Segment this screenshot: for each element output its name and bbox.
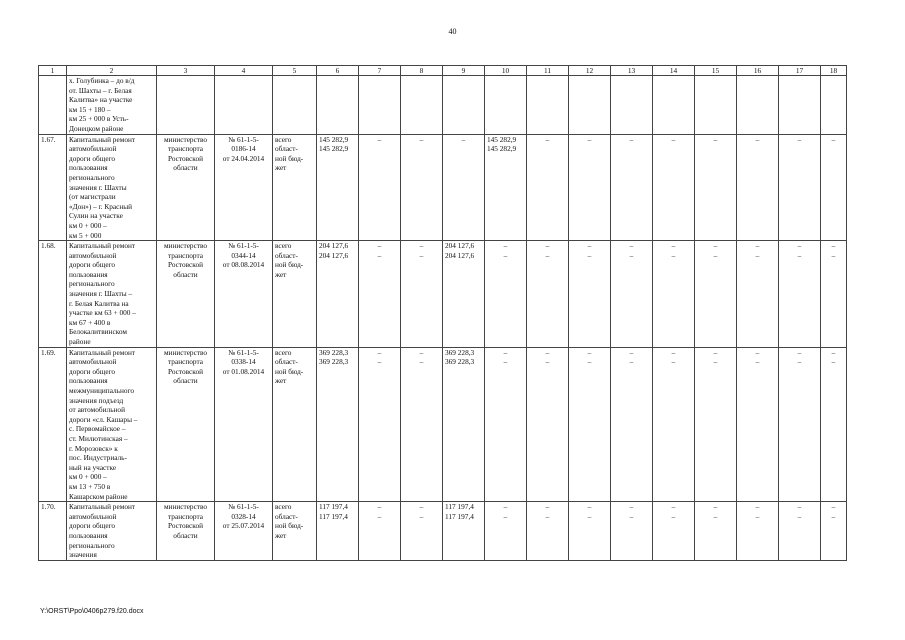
total-value: 204 127,6: [319, 241, 349, 251]
value-cell: [569, 134, 611, 241]
value-cell: [317, 241, 359, 348]
total-value: –: [713, 347, 718, 357]
total-value: –: [831, 347, 836, 357]
total-value: –: [545, 502, 550, 512]
empty-cell: [779, 76, 821, 135]
value-cell: [443, 347, 485, 502]
value-cell: [485, 241, 527, 348]
total-value: –: [671, 502, 676, 512]
total-value: –: [755, 347, 760, 357]
empty-cell: [401, 76, 443, 135]
total-value: –: [671, 134, 676, 144]
budget-value: [697, 144, 734, 154]
value-cell: [569, 347, 611, 502]
budget-value: 204 127,6: [445, 250, 475, 260]
value-cell: [527, 502, 569, 561]
value-cell: [317, 502, 359, 561]
empty-cell: [611, 76, 653, 135]
value-cell: [695, 241, 737, 348]
budget-value: –: [503, 357, 508, 367]
value-cell: [653, 134, 695, 241]
total-value: –: [503, 347, 508, 357]
total-value: 204 127,6: [445, 241, 475, 251]
total-value: –: [419, 241, 424, 251]
budget-value: –: [671, 250, 676, 260]
budget-value: [445, 144, 482, 154]
budget-value: –: [419, 511, 424, 521]
total-value: –: [545, 134, 550, 144]
budget-value: 145 282,9: [487, 144, 517, 154]
value-cell: [485, 347, 527, 502]
budget-value: –: [671, 511, 676, 521]
budget-value: –: [755, 250, 760, 260]
value-cell: [527, 241, 569, 348]
value-cell: [821, 502, 847, 561]
budget-value: –: [629, 357, 634, 367]
budget-value: –: [587, 511, 592, 521]
value-cell: [401, 347, 443, 502]
total-value: –: [587, 241, 592, 251]
budget-value: –: [797, 357, 802, 367]
funding-source-cell: всего област- ной бюд- жет: [273, 347, 317, 502]
total-value: –: [831, 134, 836, 144]
value-cell: [737, 502, 779, 561]
total-value: –: [419, 502, 424, 512]
total-value: 117 197,4: [319, 502, 348, 512]
customer-cell: министерство транспорта Ростовской области: [157, 502, 215, 561]
value-cell: [695, 502, 737, 561]
value-cell: [359, 347, 401, 502]
total-value: –: [629, 134, 634, 144]
budget-value: –: [629, 250, 634, 260]
empty-cell: [157, 76, 215, 135]
file-path-footer: Y:\ORST\Ppo\0406p279.f20.docx: [40, 608, 144, 615]
value-cell: [317, 134, 359, 241]
column-number-cell: 4: [215, 66, 273, 76]
empty-cell: [527, 76, 569, 135]
object-name-cell: х. Голубинка – до в/д от. Шахты – г. Белая Калитва» на участке км 15 + 180 – км 25 + 000 в Усть- Донецком районе: [67, 76, 157, 135]
column-number-cell: 9: [443, 66, 485, 76]
funding-source-cell: всего област- ной бюд- жет: [273, 241, 317, 348]
value-cell: [737, 347, 779, 502]
value-cell: [653, 241, 695, 348]
value-cell: [443, 134, 485, 241]
budget-value: –: [629, 511, 634, 521]
total-value: –: [797, 241, 802, 251]
value-cell: [359, 241, 401, 348]
budget-value: –: [377, 357, 382, 367]
column-number-cell: 16: [737, 66, 779, 76]
total-value: –: [419, 347, 424, 357]
value-cell: [779, 241, 821, 348]
total-value: –: [629, 502, 634, 512]
expertise-cell: № 61-1-5- 0338-14 от 01.08.2014: [215, 347, 273, 502]
total-value: –: [755, 502, 760, 512]
value-cell: [359, 502, 401, 561]
total-value: –: [587, 347, 592, 357]
column-number-cell: 7: [359, 66, 401, 76]
value-cell: [443, 241, 485, 348]
value-cell: [527, 134, 569, 241]
column-number-cell: 3: [157, 66, 215, 76]
table-row: [39, 347, 847, 502]
row-number-cell: [39, 76, 67, 135]
budget-value: –: [377, 250, 382, 260]
value-cell: [821, 347, 847, 502]
value-cell: [611, 134, 653, 241]
total-value: –: [831, 502, 836, 512]
value-cell: [695, 347, 737, 502]
total-value: 369 228,3: [319, 347, 349, 357]
value-cell: [737, 241, 779, 348]
budget-value: –: [831, 250, 836, 260]
value-cell: [779, 502, 821, 561]
funding-source-cell: всего област- ной бюд- жет: [273, 502, 317, 561]
budget-value: –: [713, 511, 718, 521]
total-value: –: [671, 241, 676, 251]
budget-value: –: [755, 511, 760, 521]
value-cell: [779, 347, 821, 502]
row-number-cell: 1.69.: [39, 347, 67, 502]
value-cell: [485, 502, 527, 561]
total-value: –: [587, 502, 592, 512]
budget-value: –: [713, 250, 718, 260]
column-number-cell: 1: [39, 66, 67, 76]
value-cell: [401, 134, 443, 241]
column-number-cell: 18: [821, 66, 847, 76]
budget-value: [781, 144, 818, 154]
empty-cell: [215, 76, 273, 135]
value-cell: [569, 241, 611, 348]
total-value: –: [587, 134, 592, 144]
expertise-cell: № 61-1-5- 0186-14 от 24.04.2014: [215, 134, 273, 241]
row-number-cell: 1.68.: [39, 241, 67, 348]
total-value: –: [713, 241, 718, 251]
total-value: 145 282,9: [319, 134, 349, 144]
budget-value: –: [545, 357, 550, 367]
total-value: –: [629, 347, 634, 357]
total-value: –: [713, 134, 718, 144]
budget-value: –: [797, 511, 802, 521]
budget-value: –: [713, 357, 718, 367]
total-value: 145 282,9: [487, 134, 517, 144]
value-cell: [653, 347, 695, 502]
budget-value: –: [545, 250, 550, 260]
object-name-cell: Капитальный ремонт автомобильной дороги общего пользования регионального значения: [67, 502, 157, 561]
budget-value: 117 197,4: [445, 511, 474, 521]
budget-value: –: [831, 511, 836, 521]
expertise-cell: № 61-1-5- 0344-14 от 08.08.2014: [215, 241, 273, 348]
total-value: –: [461, 134, 466, 144]
column-number-cell: 12: [569, 66, 611, 76]
empty-cell: [485, 76, 527, 135]
total-value: –: [545, 347, 550, 357]
total-value: –: [755, 241, 760, 251]
column-number-cell: 15: [695, 66, 737, 76]
budget-value: [613, 144, 650, 154]
total-value: 369 228,3: [445, 347, 475, 357]
total-value: –: [755, 134, 760, 144]
total-value: –: [797, 347, 802, 357]
budget-value: –: [587, 250, 592, 260]
budget-value: –: [503, 511, 508, 521]
continued-row: [39, 76, 847, 135]
row-number-cell: 1.67.: [39, 134, 67, 241]
value-cell: [569, 502, 611, 561]
value-cell: [821, 241, 847, 348]
value-cell: [611, 347, 653, 502]
budget-value: [529, 144, 566, 154]
total-value: –: [671, 347, 676, 357]
column-number-cell: 17: [779, 66, 821, 76]
budget-value: –: [377, 511, 382, 521]
column-number-cell: 5: [273, 66, 317, 76]
table-row: [39, 502, 847, 561]
total-value: –: [545, 241, 550, 251]
total-value: –: [797, 134, 802, 144]
empty-cell: [443, 76, 485, 135]
total-value: –: [713, 502, 718, 512]
expertise-cell: № 61-1-5- 0328-14 от 25.07.2014: [215, 502, 273, 561]
budget-value: –: [831, 357, 836, 367]
empty-cell: [273, 76, 317, 135]
empty-cell: [653, 76, 695, 135]
empty-cell: [317, 76, 359, 135]
total-value: 117 197,4: [445, 502, 474, 512]
object-name-cell: Капитальный ремонт автомобильной дороги общего пользования регионального значения г. Шахты (от магистрали «Дон») – г. Красный Сулин на участке км 0 + 000 – км 5 + 000: [67, 134, 157, 241]
budget-value: [403, 144, 440, 154]
budget-value: –: [755, 357, 760, 367]
total-value: –: [377, 134, 382, 144]
budget-value: 145 282,9: [319, 144, 349, 154]
object-name-cell: Капитальный ремонт автомобильной дороги общего пользования межмуниципального значения подъезд от автомобильной дороги «сл. Кашары – с. Первомайское – ст. Милютинская – г. Морозовск» к пос. Индустриаль- ный на участке км 0 + 000 – км 13 + 750 в Кашарском районе: [67, 347, 157, 502]
funding-source-cell: всего област- ной бюд- жет: [273, 134, 317, 241]
value-cell: [527, 347, 569, 502]
column-number-row: [39, 66, 847, 76]
customer-cell: министерство транспорта Ростовской области: [157, 241, 215, 348]
column-number-cell: 6: [317, 66, 359, 76]
total-value: –: [377, 502, 382, 512]
column-number-cell: 13: [611, 66, 653, 76]
value-cell: [821, 134, 847, 241]
empty-cell: [695, 76, 737, 135]
budget-value: –: [587, 357, 592, 367]
budget-value: –: [797, 250, 802, 260]
budget-value: 117 197,4: [319, 511, 348, 521]
value-cell: [779, 134, 821, 241]
empty-cell: [737, 76, 779, 135]
total-value: –: [503, 241, 508, 251]
page-number: 40: [448, 27, 457, 36]
value-cell: [611, 241, 653, 348]
column-number-cell: 10: [485, 66, 527, 76]
budget-value: –: [419, 357, 424, 367]
customer-cell: министерство транспорта Ростовской области: [157, 347, 215, 502]
value-cell: [737, 134, 779, 241]
budget-value: 204 127,6: [319, 250, 349, 260]
budget-value: 369 228,3: [445, 357, 475, 367]
value-cell: [443, 502, 485, 561]
budget-value: –: [503, 250, 508, 260]
value-cell: [359, 134, 401, 241]
table-row: [39, 134, 847, 241]
budget-value: [823, 144, 844, 154]
empty-cell: [359, 76, 401, 135]
investment-table: [38, 65, 847, 561]
column-number-cell: 14: [653, 66, 695, 76]
total-value: –: [419, 134, 424, 144]
total-value: –: [797, 502, 802, 512]
budget-value: –: [671, 357, 676, 367]
budget-value: –: [419, 250, 424, 260]
value-cell: [401, 502, 443, 561]
value-cell: [611, 502, 653, 561]
row-number-cell: 1.70.: [39, 502, 67, 561]
total-value: –: [629, 241, 634, 251]
object-name-cell: Капитальный ремонт автомобильной дороги общего пользования регионального значения г. Шахты – г. Белая Калитва на участке км 63 + 000 – км 67 + 400 в Белокалитвинском районе: [67, 241, 157, 348]
budget-value: [655, 144, 692, 154]
total-value: –: [503, 502, 508, 512]
empty-cell: [821, 76, 847, 135]
empty-cell: [569, 76, 611, 135]
value-cell: [401, 241, 443, 348]
total-value: –: [831, 241, 836, 251]
table-row: [39, 241, 847, 348]
value-cell: [695, 134, 737, 241]
total-value: –: [377, 241, 382, 251]
value-cell: [653, 502, 695, 561]
value-cell: [485, 134, 527, 241]
budget-value: 369 228,3: [319, 357, 349, 367]
customer-cell: министерство транспорта Ростовской области: [157, 134, 215, 241]
budget-value: [361, 144, 398, 154]
value-cell: [317, 347, 359, 502]
column-number-cell: 8: [401, 66, 443, 76]
budget-value: –: [545, 511, 550, 521]
column-number-cell: 2: [67, 66, 157, 76]
column-number-cell: 11: [527, 66, 569, 76]
budget-value: [571, 144, 608, 154]
budget-value: [739, 144, 776, 154]
total-value: –: [377, 347, 382, 357]
